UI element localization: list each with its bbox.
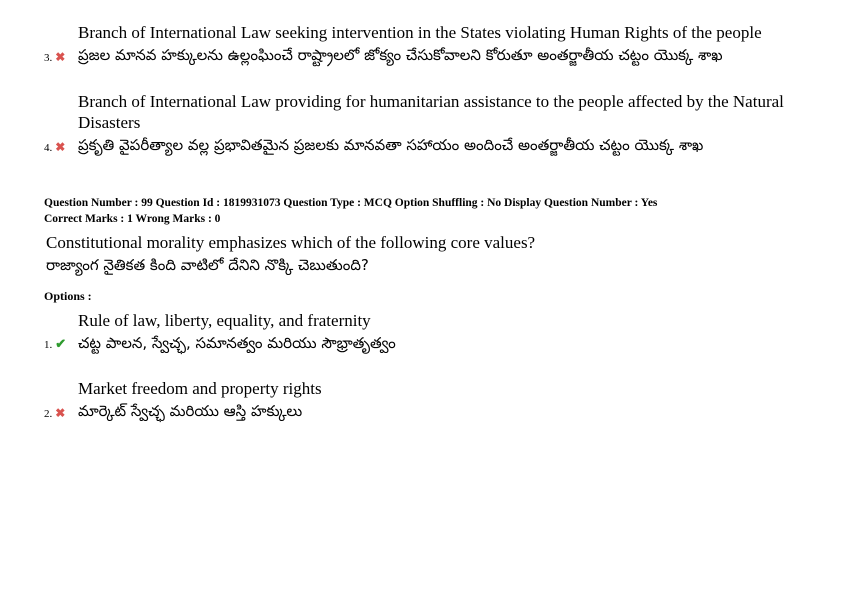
option-text-english: Market freedom and property rights	[78, 379, 322, 399]
option-text-telugu: చట్ట పాలన, స్వేచ్ఛ, సమానత్వం మరియు సౌభ్రాతృత్వం	[78, 333, 396, 352]
question-text-telugu: రాజ్యాంగ నైతికత కింది వాటిలో దేనిని నొక్కి చెబుతుంది?	[46, 256, 369, 275]
option-spacer	[0, 71, 842, 91]
option-number: 4.	[44, 141, 53, 154]
wrong-mark-icon: ✖	[55, 49, 66, 64]
option-item[interactable]	[0, 91, 842, 157]
option-number: 2.	[44, 407, 53, 420]
option-text-telugu: ప్రజల మానవ హక్కులను ఉల్లంఘించే రాష్ట్రాలలో జోక్యం చేసుకోవాలని కోరుతూ అంతర్జాతీయ చట్టం యొక్క శాఖ	[78, 45, 723, 64]
option-spacer	[0, 358, 842, 378]
question-spacer	[0, 161, 842, 195]
wrong-mark-icon: ✖	[55, 405, 66, 420]
option-marker	[44, 50, 65, 65]
option-marker	[44, 336, 66, 352]
top-spacer	[0, 0, 842, 22]
wrong-mark-icon: ✖	[55, 139, 66, 154]
question-meta-line-2: Correct Marks : 1 Wrong Marks : 0	[44, 213, 221, 226]
option-marker	[44, 406, 65, 421]
option-text-english: Rule of law, liberty, equality, and fraternity	[78, 310, 371, 330]
option-text-english: Branch of International Law providing for humanitarian assistance to the people affected by the Natural Disasters	[78, 91, 784, 133]
options-label: Options :	[44, 288, 92, 303]
correct-mark-icon: ✔	[55, 336, 67, 352]
question-text-english: Constitutional morality emphasizes which of the following core values?	[46, 233, 536, 253]
option-item[interactable]	[0, 378, 842, 423]
option-number: 3.	[44, 51, 53, 64]
option-text-telugu: మార్కెట్ స్వేచ్ఛ మరియు ఆస్తి హక్కులు	[78, 402, 303, 421]
option-marker	[44, 140, 65, 155]
option-item[interactable]	[0, 310, 842, 355]
option-number: 1.	[44, 339, 53, 352]
option-text-english: Branch of International Law seeking intervention in the States violating Human Rights of the people	[78, 23, 762, 42]
option-text-telugu: ప్రకృతి వైపరీత్యాల వల్ల ప్రభావితమైన ప్రజలకు మానవతా సహాయం అందించే అంతర్జాతీయ చట్టం యొక్క శాఖ	[78, 136, 704, 154]
option-item[interactable]	[0, 22, 842, 67]
question-meta-line-1: Question Number : 99 Question Id : 1819931073 Question Type : MCQ Option Shuffling : No Display Question Number : Yes	[44, 196, 658, 209]
